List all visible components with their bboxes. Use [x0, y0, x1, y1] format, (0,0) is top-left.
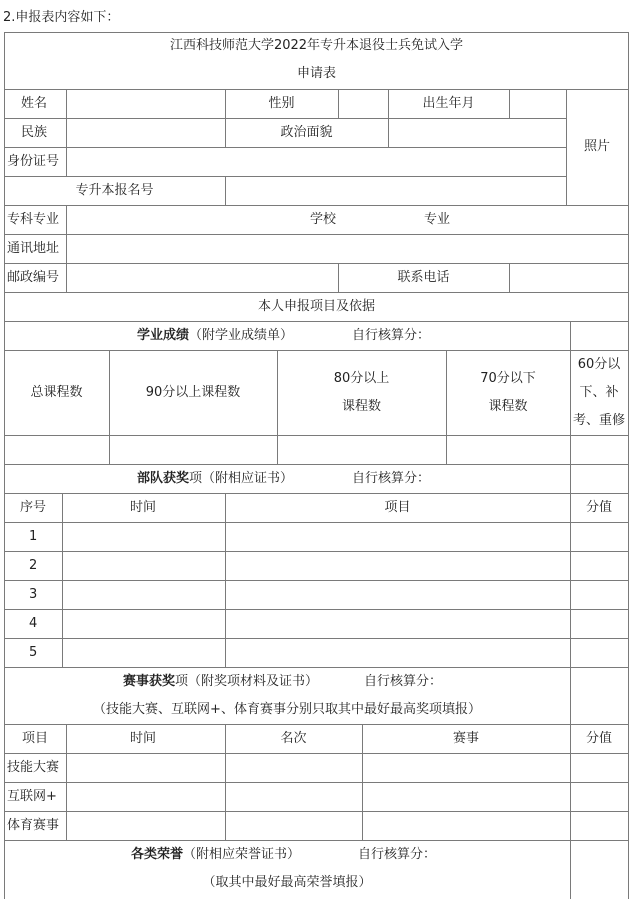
- rule: [509, 89, 510, 118]
- col-under-70-line1: 70分以下: [480, 371, 536, 386]
- rule: [4, 580, 629, 581]
- rule: [225, 176, 226, 205]
- rule: [338, 89, 339, 118]
- rule: [225, 493, 226, 667]
- label-specialty: 专业: [424, 212, 451, 227]
- military-row-no: 3: [29, 587, 38, 602]
- border-left: [4, 32, 5, 899]
- contest-title-suffix: 项: [175, 674, 189, 689]
- label-address: 通讯地址: [7, 241, 60, 256]
- military-self-score: 自行核算分：: [352, 471, 431, 486]
- contest-title: 赛事获奖: [123, 674, 176, 689]
- rule: [4, 464, 629, 465]
- rule: [4, 782, 629, 783]
- rule: [4, 667, 629, 668]
- rule: [4, 840, 629, 841]
- rule: [4, 205, 629, 206]
- military-row-no: 2: [29, 558, 38, 573]
- rule: [4, 89, 629, 90]
- rule: [4, 321, 629, 322]
- contest-row-label: 体育赛事: [7, 818, 60, 833]
- label-school: 学校: [310, 212, 337, 227]
- rule: [4, 234, 629, 235]
- rule: [4, 609, 629, 610]
- academic-note: （附学业成绩单）: [189, 328, 294, 343]
- contest-row-label: 互联网+: [7, 789, 57, 804]
- rule: [4, 724, 629, 725]
- military-note: （附相应证书）: [202, 471, 294, 486]
- intro-text: 2.申报表内容如下：: [3, 10, 120, 25]
- rule: [4, 118, 566, 119]
- rule: [4, 292, 629, 293]
- col-under-60-line3: 考、重修: [572, 413, 625, 428]
- col-no: 序号: [19, 500, 46, 515]
- rule: [4, 522, 629, 523]
- contest-note: （附奖项材料及证书）: [188, 674, 319, 689]
- border-right: [628, 32, 629, 899]
- military-heading: [137, 471, 293, 487]
- contest-self-score: 自行核算分：: [364, 674, 443, 689]
- label-postcode: 邮政编号: [7, 270, 60, 285]
- rule: [4, 176, 566, 177]
- basis-title: 本人申报项目及依据: [257, 299, 375, 314]
- col-over-90: 90分以上课程数: [145, 385, 241, 400]
- col-under-60-line2: 下、补: [579, 385, 619, 400]
- col-over-80-line2: 课程数: [341, 399, 381, 414]
- honor-title: 各类荣誉: [131, 847, 184, 862]
- label-major: 专科专业: [7, 212, 60, 227]
- honor-note: （附相应荣誉证书）: [183, 847, 301, 862]
- col-total-courses: 总课程数: [30, 385, 83, 400]
- label-name: 姓名: [21, 96, 48, 111]
- label-politics: 政治面貌: [280, 125, 333, 140]
- rule: [570, 464, 571, 667]
- col-event: 赛事: [452, 731, 479, 746]
- academic-heading: [137, 328, 293, 344]
- label-id-number: 身份证号: [7, 154, 60, 169]
- military-title-suffix: 项: [189, 471, 203, 486]
- col-item: 项目: [384, 500, 411, 515]
- honor-heading: [131, 847, 300, 863]
- col-score: 分值: [585, 731, 612, 746]
- rule: [66, 147, 67, 176]
- academic-self-score: 自行核算分：: [352, 328, 431, 343]
- col-score: 分值: [585, 500, 612, 515]
- rule: [570, 667, 571, 840]
- academic-title: 学业成绩: [137, 328, 190, 343]
- col-time: 时间: [130, 731, 157, 746]
- label-ethnicity: 民族: [21, 125, 48, 140]
- col-time: 时间: [130, 500, 157, 515]
- label-birth: 出生年月: [422, 96, 475, 111]
- rule: [4, 753, 629, 754]
- rule: [66, 205, 67, 292]
- col-over-80-line1: 80分以上: [333, 371, 390, 386]
- rule: [4, 811, 629, 812]
- military-row-no: 1: [29, 529, 38, 544]
- military-row-no: 4: [29, 616, 38, 631]
- contest-row-label: 技能大赛: [7, 760, 60, 775]
- form-subtitle: 申请表: [296, 66, 336, 81]
- military-row-no: 5: [29, 645, 38, 660]
- honor-self-score: 自行核算分：: [358, 847, 437, 862]
- col-under-70-line2: 课程数: [488, 399, 528, 414]
- col-item: 项目: [21, 731, 48, 746]
- col-under-60-line1: 60分以: [577, 357, 621, 372]
- col-rank: 名次: [280, 731, 307, 746]
- contest-heading: [123, 674, 318, 690]
- rule: [4, 263, 629, 264]
- rule: [570, 840, 571, 899]
- military-title: 部队获奖: [137, 471, 190, 486]
- rule: [4, 435, 629, 436]
- label-phone: 联系电话: [397, 270, 450, 285]
- rule: [4, 493, 629, 494]
- rule: [4, 551, 629, 552]
- label-reg-number: 专升本报名号: [75, 183, 154, 198]
- rule: [66, 724, 67, 840]
- form-title: 江西科技师范大学2022年专升本退役士兵免试入学: [169, 38, 464, 53]
- contest-rule: （技能大赛、互联网+、体育赛事分别只取其中最好最高奖项填报）: [93, 702, 481, 717]
- rule: [4, 350, 629, 351]
- rule: [109, 350, 110, 464]
- rule: [4, 32, 629, 33]
- honor-rule: （取其中最好最高荣誉填报）: [202, 875, 372, 890]
- rule: [509, 263, 510, 292]
- rule: [62, 493, 63, 667]
- label-photo: 照片: [583, 139, 610, 154]
- rule: [4, 147, 566, 148]
- rule: [4, 638, 629, 639]
- rule: [66, 89, 67, 147]
- label-gender: 性别: [268, 96, 295, 111]
